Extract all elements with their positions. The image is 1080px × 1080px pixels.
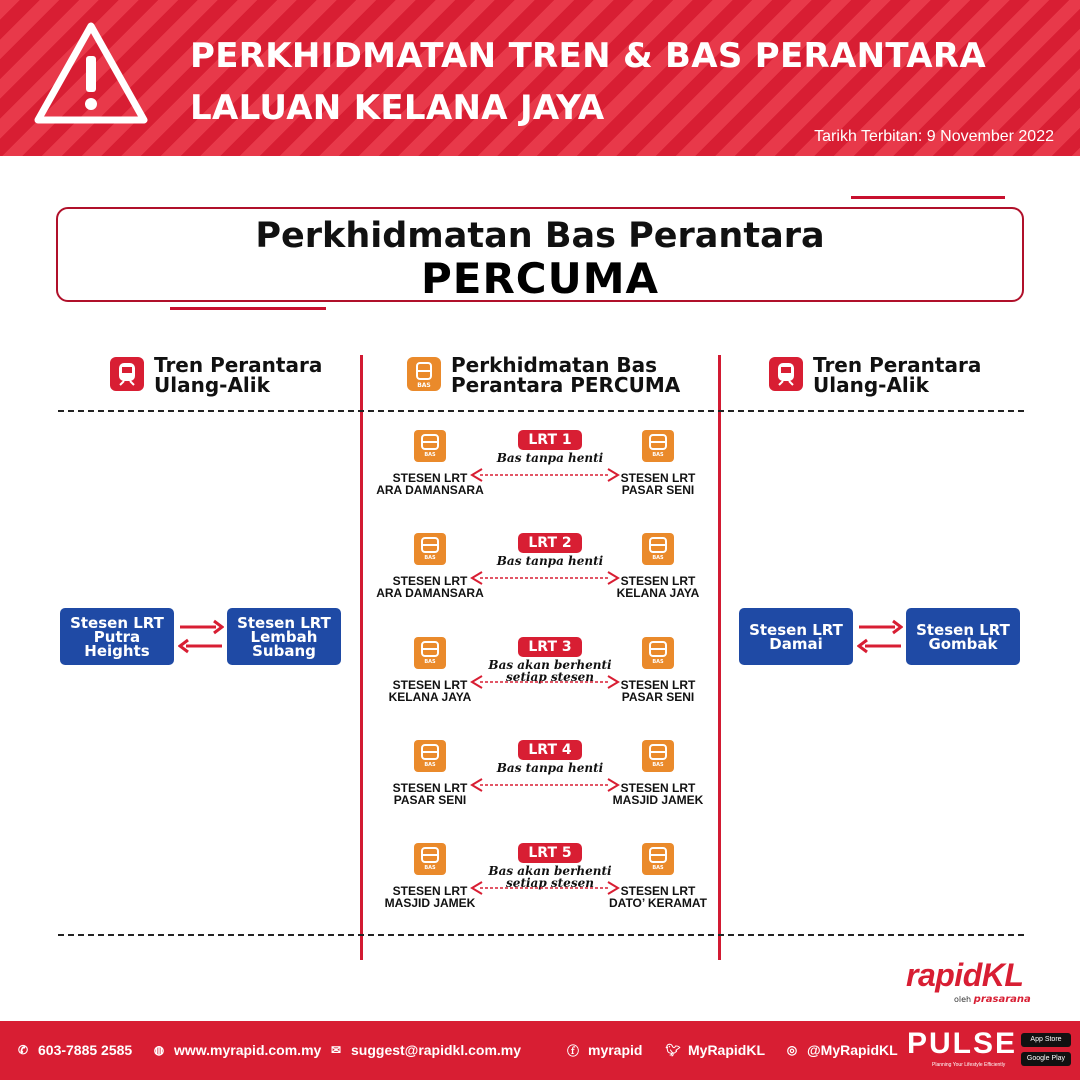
rapidkl-wordmark: rapidKL [906, 957, 1024, 993]
station-label-line: STESEN LRT [392, 678, 468, 692]
dashed-line-top [58, 410, 1024, 412]
bus-icon-label: BAS [424, 659, 436, 665]
footer-bar [0, 1021, 1080, 1080]
station-label-line: Stesen LRT [916, 620, 1010, 639]
bus-icon-label: BAS [652, 762, 664, 768]
route-note-line: Bas tanpa henti [496, 554, 604, 568]
warning-triangle-icon [32, 20, 150, 126]
decor-line-top [851, 196, 1005, 199]
title-line1: Perkhidmatan Bas Perantara [255, 216, 825, 256]
station-label-line: KELANA JAYA [388, 690, 472, 704]
email-icon: ✉ [330, 1043, 342, 1057]
route-badge: LRT 3 [518, 637, 582, 657]
route-badge: LRT 4 [518, 740, 582, 760]
phone-icon: ✆ [17, 1043, 29, 1057]
station-label-line: STESEN LRT [620, 574, 696, 588]
station-label-line: ARA DAMANSARA [376, 586, 484, 600]
bus-icon [414, 533, 446, 565]
pulse-logo: PULSE [907, 1027, 1018, 1060]
bus-icon-label: BAS [652, 452, 664, 458]
train-icon [769, 357, 803, 391]
column-divider-left [360, 355, 363, 960]
bus-route-2 [370, 533, 710, 629]
station-label-line: Gombak [928, 634, 998, 653]
bus-icon-label: BAS [652, 865, 664, 871]
footer-twitter-text: MyRapidKL [688, 1042, 765, 1058]
bus-route-1 [370, 430, 710, 526]
route-to-station [598, 575, 718, 599]
route-note-line: setiap stesen [506, 670, 594, 684]
station-label-line: Stesen LRT [749, 620, 843, 639]
station-label-line: Putra [93, 627, 141, 646]
twitter-icon: 🐦︎ [665, 1043, 681, 1057]
header-title-line1: PERKHIDMATAN TREN & BAS PERANTARA [190, 36, 986, 76]
route-from-station [370, 472, 490, 496]
bus-icon [414, 637, 446, 669]
column-header-right [769, 355, 981, 395]
station-label-line: STESEN LRT [392, 471, 468, 485]
column-header-right-line1: Tren Perantara [813, 353, 982, 377]
bus-icon-label: BAS [424, 555, 436, 561]
train-icon [110, 357, 144, 391]
app-store-badge[interactable]: App Store [1021, 1033, 1071, 1047]
footer-facebook[interactable] [566, 1042, 642, 1058]
svg-text:BAS: BAS [417, 382, 431, 389]
logo-by: oleh [954, 995, 972, 1004]
footer-email-text: suggest@rapidkl.com.my [351, 1042, 522, 1058]
route-note-line: Bas tanpa henti [496, 451, 604, 465]
station-damai [739, 608, 853, 665]
column-header-middle-line1: Perkhidmatan Bas [451, 353, 658, 377]
google-play-badge[interactable]: Google Play [1021, 1052, 1071, 1066]
bus-icon [642, 637, 674, 669]
footer-phone[interactable] [16, 1042, 132, 1058]
bus-route-3 [370, 637, 710, 733]
footer-website-text: www.myrapid.com.my [174, 1042, 322, 1058]
route-note-line: Bas tanpa henti [496, 761, 604, 775]
station-label-line: DATO’ KERAMAT [609, 896, 707, 910]
station-label-line: Heights [84, 641, 150, 660]
header-title-line2: LALUAN KELANA JAYA [190, 88, 605, 128]
footer-twitter[interactable] [666, 1042, 765, 1058]
station-label-line: Lembah [250, 627, 318, 646]
instagram-icon: ◎ [786, 1043, 798, 1057]
station-label-line: STESEN LRT [392, 574, 468, 588]
column-header-left [110, 355, 322, 395]
footer-website[interactable] [152, 1042, 321, 1058]
station-label-line: MASJID JAMEK [612, 793, 704, 807]
station-label-line: PASAR SENI [621, 483, 695, 497]
bus-route-5 [370, 843, 710, 939]
bus-icon [414, 843, 446, 875]
station-label-line: MASJID JAMEK [384, 896, 476, 910]
station-label-line: ARA DAMANSARA [376, 483, 484, 497]
route-badge: LRT 1 [518, 430, 582, 450]
rapidkl-logo [906, 958, 1036, 1008]
title-box [56, 207, 1024, 302]
station-label-line: Stesen LRT [237, 613, 331, 632]
route-note-line: Bas akan berhenti [488, 658, 612, 672]
station-label-line: PASAR SENI [621, 690, 695, 704]
route-to-station [598, 885, 718, 909]
route-badge: LRT 5 [518, 843, 582, 863]
bus-icon [642, 533, 674, 565]
route-note [470, 452, 630, 464]
bidirectional-arrows-icon [857, 616, 903, 656]
route-to-station [598, 679, 718, 703]
station-putra-heights [60, 608, 174, 665]
bus-icon [414, 430, 446, 462]
station-label-line: Subang [252, 641, 316, 660]
bus-icon-label: BAS [424, 452, 436, 458]
footer-instagram[interactable] [785, 1042, 898, 1058]
station-label-line: STESEN LRT [620, 884, 696, 898]
publish-date: Tarikh Terbitan: 9 November 2022 [814, 128, 1054, 145]
bus-icon [642, 430, 674, 462]
bus-icon-label: BAS [652, 659, 664, 665]
station-label-line: STESEN LRT [392, 781, 468, 795]
bus-icon [642, 843, 674, 875]
bus-route-4 [370, 740, 710, 836]
route-from-station [370, 885, 490, 909]
prasarana-logo: prasarana [973, 994, 1031, 1005]
route-to-station [598, 472, 718, 496]
route-from-station [370, 782, 490, 806]
route-from-station [370, 679, 490, 703]
station-gombak [906, 608, 1020, 665]
route-to-station [598, 782, 718, 806]
bidirectional-arrows-icon [178, 616, 224, 656]
route-note-line: Bas akan berhenti [488, 864, 612, 878]
column-header-middle-line2: Perantara PERCUMA [451, 373, 681, 397]
station-label-line: Stesen LRT [70, 613, 164, 632]
station-label-line: KELANA JAYA [616, 586, 700, 600]
column-divider-right [718, 355, 721, 960]
decor-line-bottom [170, 307, 326, 310]
bus-icon-label: BAS [652, 555, 664, 561]
pulse-tagline: Planning Your Lifestyle Efficiently [932, 1062, 1006, 1068]
station-label-line: STESEN LRT [620, 471, 696, 485]
bus-icon [407, 357, 441, 391]
bus-icon [414, 740, 446, 772]
title-line2: PERCUMA [420, 254, 660, 303]
column-header-left-line2: Ulang-Alik [154, 373, 270, 397]
route-note [470, 555, 630, 567]
route-note-line: setiap stesen [506, 876, 594, 890]
column-header-left-line1: Tren Perantara [154, 353, 323, 377]
facebook-icon: ⓕ [566, 1043, 579, 1058]
globe-icon: ◍ [153, 1043, 165, 1057]
footer-instagram-text: @MyRapidKL [807, 1042, 898, 1058]
bus-icon [642, 740, 674, 772]
station-label-line: STESEN LRT [620, 781, 696, 795]
bus-icon-label: BAS [424, 865, 436, 871]
route-from-station [370, 575, 490, 599]
station-lembah-subang [227, 608, 341, 665]
station-label-line: STESEN LRT [620, 678, 696, 692]
station-label-line: Damai [769, 634, 823, 653]
column-header-right-line2: Ulang-Alik [813, 373, 929, 397]
bus-icon-label: BAS [424, 762, 436, 768]
header-banner [0, 0, 1080, 156]
station-label-line: PASAR SENI [393, 793, 467, 807]
route-badge: LRT 2 [518, 533, 582, 553]
footer-email[interactable] [329, 1042, 521, 1058]
footer-phone-text: 603-7885 2585 [38, 1042, 133, 1058]
route-note [470, 762, 630, 774]
footer-facebook-text: myrapid [588, 1042, 643, 1058]
prasarana-credit [954, 994, 1031, 1005]
header-title [190, 30, 986, 134]
column-header-middle [407, 355, 680, 395]
station-label-line: STESEN LRT [392, 884, 468, 898]
